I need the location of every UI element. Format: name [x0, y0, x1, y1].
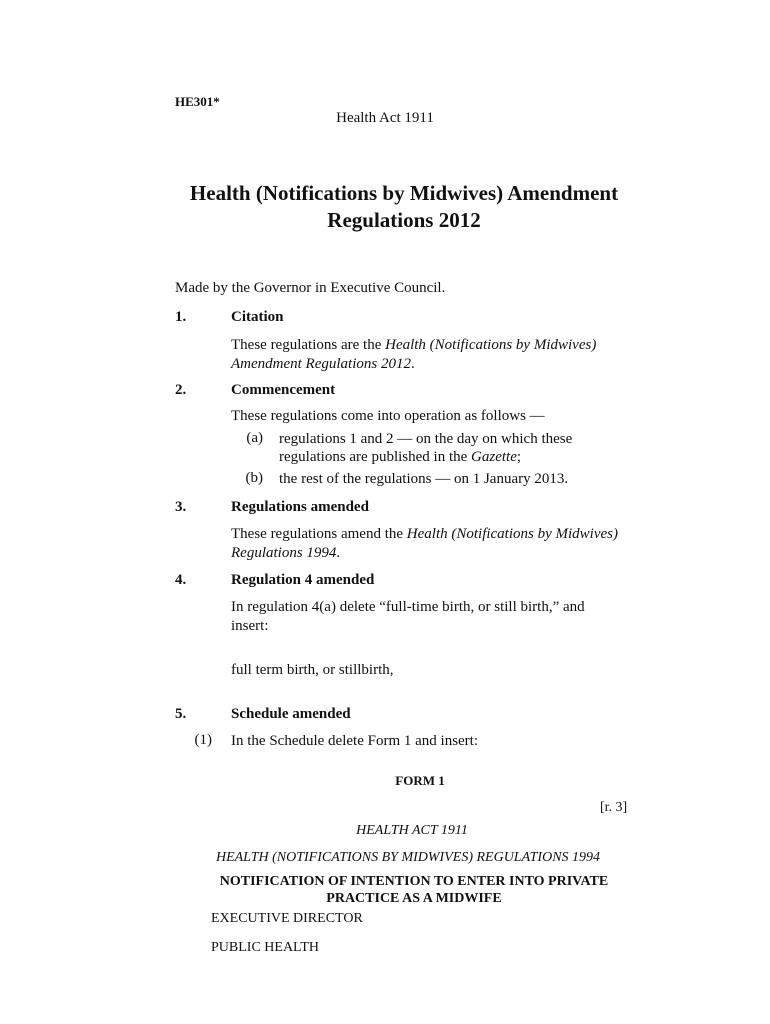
- section-5-heading: Schedule amended: [231, 706, 351, 722]
- act-name: Health Act 1911: [336, 110, 434, 126]
- form-addressee-line-2: PUBLIC HEALTH: [211, 940, 319, 955]
- section-1-heading: Citation: [231, 309, 284, 325]
- section-3-number: 3.: [175, 499, 187, 515]
- section-2-item-a-text: regulations 1 and 2 — on the day on which these regulations are published in the Gazette;: [279, 431, 573, 465]
- section-4-number: 4.: [175, 572, 187, 588]
- section-4-body: In regulation 4(a) delete “full-time birth, or still birth,” and insert:: [231, 599, 585, 634]
- form-notice-heading: NOTIFICATION OF INTENTION TO ENTER INTO PRIVATE PRACTICE AS A MIDWIFE: [219, 874, 609, 906]
- section-4-inserted-text: full term birth, or stillbirth,: [231, 662, 394, 678]
- document-code: HE301*: [175, 94, 220, 109]
- section-3-body: These regulations amend the Health (Notifications by Midwives) Regulations 1994.: [231, 526, 618, 561]
- section-5-subsection-text: In the Schedule delete Form 1 and insert:: [231, 733, 479, 749]
- section-1-number: 1.: [175, 309, 187, 325]
- form-title: FORM 1: [395, 773, 445, 788]
- section-2-intro: These regulations come into operation as follows —: [231, 408, 545, 424]
- form-regulations-name: HEALTH (NOTIFICATIONS BY MIDWIVES) REGULATIONS 1994: [215, 850, 601, 865]
- section-2-item-b-label: (b): [245, 470, 263, 486]
- regulation-title: [0, 180, 770, 234]
- section-2-heading: Commencement: [231, 382, 336, 398]
- section-5-subsection-label: (1): [194, 732, 212, 748]
- section-4-heading: Regulation 4 amended: [231, 572, 375, 588]
- section-2-number: 2.: [175, 382, 187, 398]
- title-line-2: Regulations 2012: [327, 208, 481, 232]
- form-addressee-line-1: EXECUTIVE DIRECTOR: [211, 911, 363, 926]
- title-line-1: Health (Notifications by Midwives) Amendment: [189, 181, 619, 205]
- section-1-body: These regulations are the Health (Notifications by Midwives) Amendment Regulations 2012.: [231, 337, 597, 372]
- section-5-number: 5.: [175, 706, 187, 722]
- section-2-item-a-label: (a): [246, 430, 263, 446]
- form-regulation-reference: [r. 3]: [600, 800, 628, 815]
- form-act-name: HEALTH ACT 1911: [356, 823, 468, 838]
- enacting-formula: Made by the Governor in Executive Council.: [175, 280, 446, 296]
- section-3-heading: Regulations amended: [231, 499, 369, 515]
- section-2-item-b-text: the rest of the regulations — on 1 January 2013.: [279, 471, 569, 487]
